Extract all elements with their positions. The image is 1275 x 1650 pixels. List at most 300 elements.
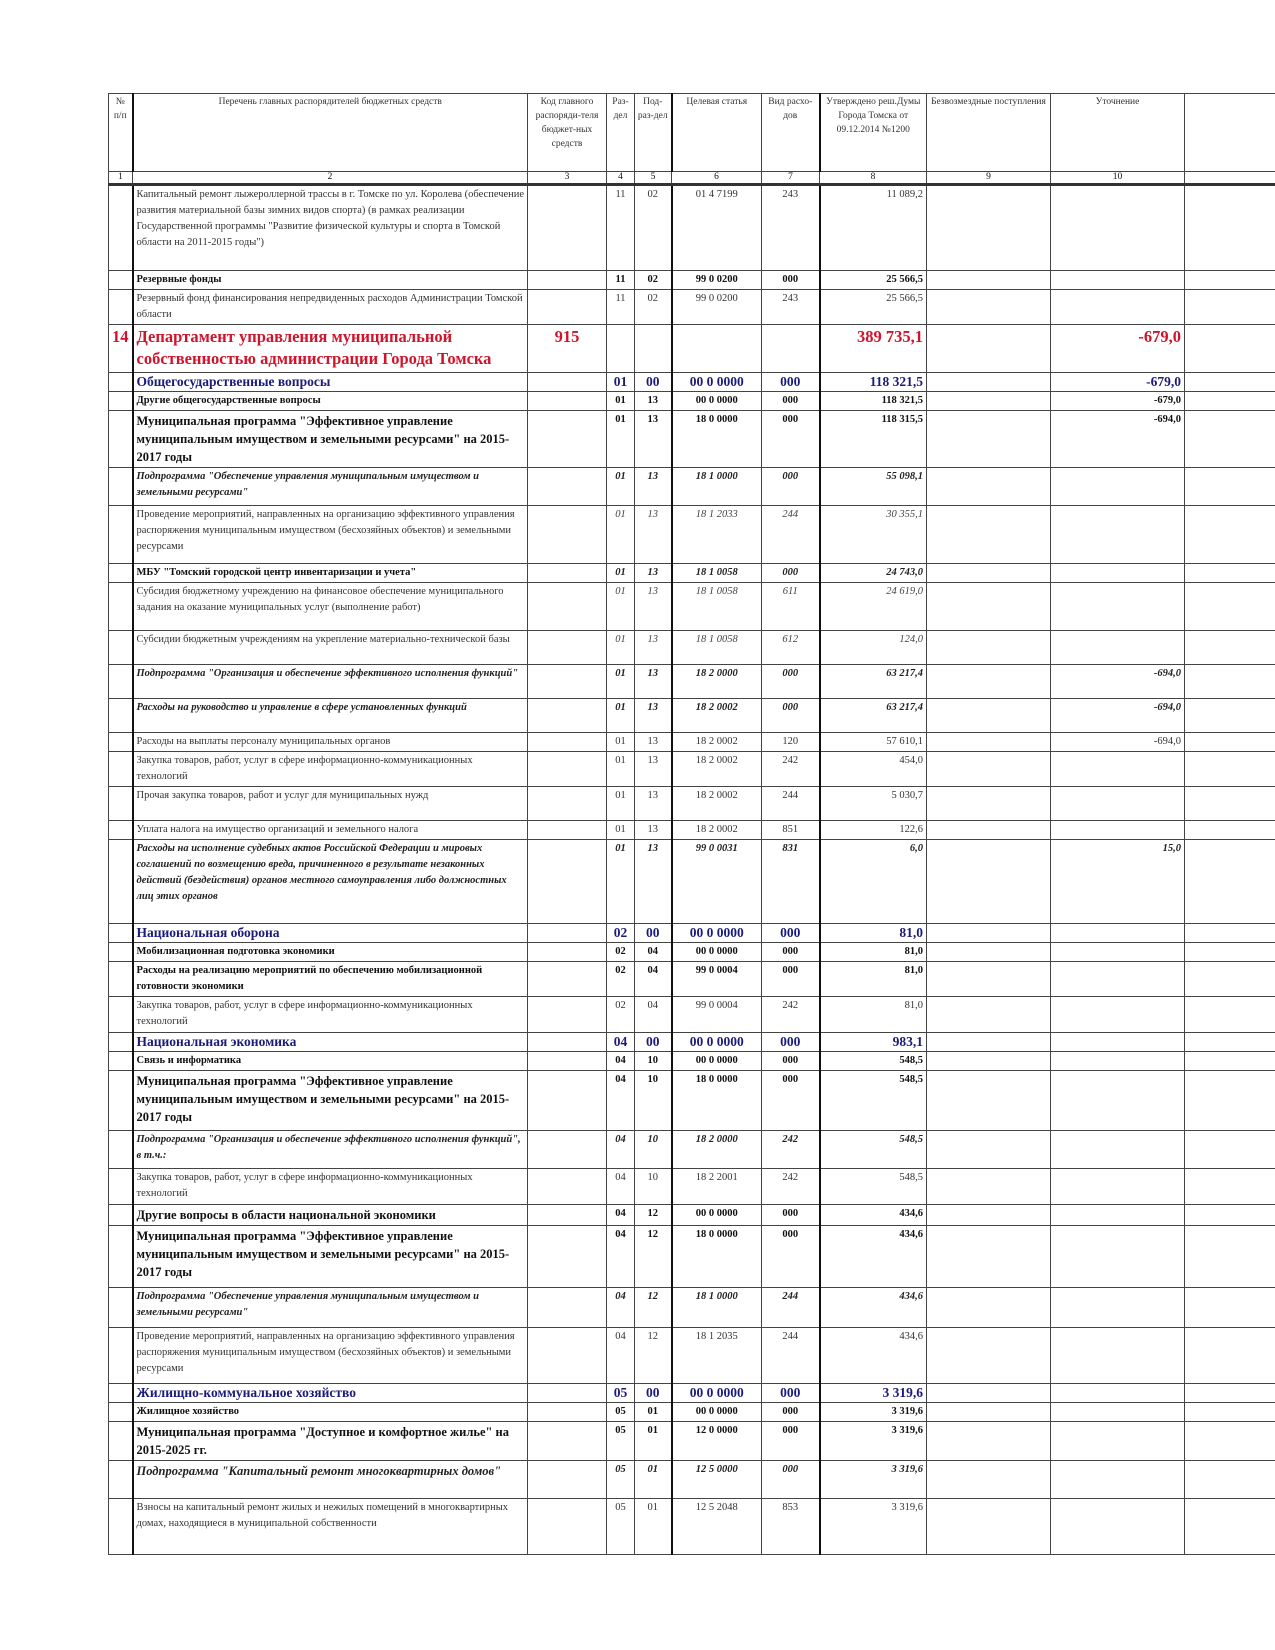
row-approved: 434,6	[820, 1328, 927, 1384]
row-change	[1051, 821, 1185, 840]
row-extra	[1185, 1131, 1275, 1169]
row-number	[109, 290, 133, 325]
row-extra	[1185, 506, 1275, 564]
row-change	[1051, 468, 1185, 506]
row-podrazdel: 02	[635, 271, 672, 290]
row-code	[528, 1499, 607, 1555]
row-code	[528, 631, 607, 665]
row-extra	[1185, 1422, 1275, 1461]
row-podrazdel: 00	[635, 924, 672, 943]
row-approved: 118 315,5	[820, 411, 927, 468]
row-gratis	[927, 411, 1051, 468]
row-razdel: 04	[607, 1328, 635, 1384]
row-podrazdel: 13	[635, 631, 672, 665]
row-expense-type: 120	[762, 733, 820, 752]
table-row	[109, 787, 1275, 821]
row-number	[109, 840, 133, 924]
row-approved: 548,5	[820, 1131, 927, 1169]
row-gratis	[927, 1403, 1051, 1422]
row-gratis	[927, 506, 1051, 564]
row-razdel: 01	[607, 564, 635, 583]
row-razdel: 05	[607, 1422, 635, 1461]
row-expense-type: 000	[762, 1205, 820, 1226]
row-code	[528, 1422, 607, 1461]
row-expense-type: 000	[762, 962, 820, 997]
row-name: Муниципальная программа "Эффективное управление муниципальным имуществом и земельными ресурсами" на 2015-2017 годы	[133, 1226, 528, 1288]
row-name: Общегосударственные вопросы	[133, 373, 528, 392]
row-podrazdel: 13	[635, 411, 672, 468]
row-number: 14	[109, 325, 133, 373]
row-razdel: 01	[607, 506, 635, 564]
row-code	[528, 1033, 607, 1052]
row-gratis	[927, 962, 1051, 997]
row-code	[528, 665, 607, 699]
row-name: Другие общегосударственные вопросы	[133, 392, 528, 411]
row-extra	[1185, 1071, 1275, 1131]
row-gratis	[927, 373, 1051, 392]
table-row	[109, 506, 1275, 564]
row-code	[528, 962, 607, 997]
row-approved: 434,6	[820, 1226, 927, 1288]
row-extra	[1185, 468, 1275, 506]
row-target-item: 18 1 0000	[672, 1288, 762, 1328]
row-number	[109, 997, 133, 1033]
row-extra	[1185, 997, 1275, 1033]
table-row	[109, 564, 1275, 583]
row-razdel: 05	[607, 1499, 635, 1555]
row-gratis	[927, 1169, 1051, 1205]
table-row	[109, 752, 1275, 787]
row-gratis	[927, 1328, 1051, 1384]
row-code	[528, 506, 607, 564]
row-gratis	[927, 1384, 1051, 1403]
row-razdel: 01	[607, 733, 635, 752]
row-approved: 118 321,5	[820, 373, 927, 392]
row-gratis	[927, 1288, 1051, 1328]
row-expense-type: 611	[762, 583, 820, 631]
row-name: Капитальный ремонт лыжероллерной трассы в г. Томске по ул. Королева (обеспечение развития материальной базы зимних видов спорта) (в рамках реализации Государственной программы "Развитие физической культуры и спорта в Томской области на 2011-2015 годы")	[133, 185, 528, 271]
row-target-item: 00 0 0000	[672, 1033, 762, 1052]
row-expense-type: 000	[762, 271, 820, 290]
column-number	[1185, 172, 1275, 185]
row-approved: 63 217,4	[820, 665, 927, 699]
table-row	[109, 583, 1275, 631]
row-code	[528, 997, 607, 1033]
table-row	[109, 411, 1275, 468]
table-row	[109, 185, 1275, 271]
row-razdel: 01	[607, 752, 635, 787]
row-change: -694,0	[1051, 411, 1185, 468]
row-target-item: 00 0 0000	[672, 943, 762, 962]
row-target-item: 01 4 7199	[672, 185, 762, 271]
row-name: Закупка товаров, работ, услуг в сфере информационно-коммуникационных технологий	[133, 1169, 528, 1205]
row-change	[1051, 1131, 1185, 1169]
row-target-item: 99 0 0031	[672, 840, 762, 924]
row-target-item: 18 2 0000	[672, 1131, 762, 1169]
row-code	[528, 1226, 607, 1288]
row-number	[109, 411, 133, 468]
row-razdel: 11	[607, 271, 635, 290]
column-number: 2	[133, 172, 528, 185]
row-target-item: 00 0 0000	[672, 1403, 762, 1422]
row-razdel: 01	[607, 373, 635, 392]
row-target-item: 99 0 0200	[672, 271, 762, 290]
row-number	[109, 1052, 133, 1071]
row-number	[109, 1288, 133, 1328]
row-podrazdel: 00	[635, 1033, 672, 1052]
row-podrazdel: 13	[635, 821, 672, 840]
row-code	[528, 564, 607, 583]
row-podrazdel: 13	[635, 699, 672, 733]
table-row	[109, 840, 1275, 924]
table-row	[109, 943, 1275, 962]
row-name: Мобилизационная подготовка экономики	[133, 943, 528, 962]
row-target-item: 18 2 0002	[672, 699, 762, 733]
row-target-item: 12 0 0000	[672, 1422, 762, 1461]
row-change	[1051, 1288, 1185, 1328]
row-podrazdel: 12	[635, 1205, 672, 1226]
header-razdel: Раз-дел	[607, 94, 635, 172]
row-number	[109, 1328, 133, 1384]
row-extra	[1185, 1169, 1275, 1205]
row-extra	[1185, 787, 1275, 821]
row-extra	[1185, 665, 1275, 699]
row-podrazdel: 00	[635, 373, 672, 392]
row-approved: 55 098,1	[820, 468, 927, 506]
row-expense-type: 000	[762, 1384, 820, 1403]
row-expense-type: 000	[762, 373, 820, 392]
row-approved: 24 619,0	[820, 583, 927, 631]
row-expense-type: 000	[762, 924, 820, 943]
row-name: Подпрограмма "Организация и обеспечение эффективного исполнения функций", в т.ч.:	[133, 1131, 528, 1169]
row-code	[528, 1052, 607, 1071]
row-number	[109, 733, 133, 752]
table-row	[109, 1226, 1275, 1288]
row-target-item: 00 0 0000	[672, 1205, 762, 1226]
row-change	[1051, 1403, 1185, 1422]
row-podrazdel: 01	[635, 1461, 672, 1499]
row-podrazdel: 10	[635, 1131, 672, 1169]
row-gratis	[927, 1499, 1051, 1555]
row-target-item: 00 0 0000	[672, 373, 762, 392]
row-razdel: 02	[607, 997, 635, 1033]
row-change	[1051, 1205, 1185, 1226]
row-number	[109, 1071, 133, 1131]
row-gratis	[927, 1131, 1051, 1169]
row-code	[528, 1205, 607, 1226]
row-razdel: 02	[607, 943, 635, 962]
row-podrazdel: 02	[635, 290, 672, 325]
row-podrazdel: 13	[635, 583, 672, 631]
row-gratis	[927, 564, 1051, 583]
row-podrazdel: 13	[635, 840, 672, 924]
row-razdel: 04	[607, 1226, 635, 1288]
row-extra	[1185, 564, 1275, 583]
row-number	[109, 373, 133, 392]
row-target-item: 18 2 2001	[672, 1169, 762, 1205]
row-expense-type: 000	[762, 1071, 820, 1131]
row-number	[109, 1205, 133, 1226]
row-target-item: 18 2 0002	[672, 821, 762, 840]
row-gratis	[927, 1052, 1051, 1071]
row-extra	[1185, 392, 1275, 411]
row-razdel: 01	[607, 411, 635, 468]
table-row	[109, 1422, 1275, 1461]
row-code	[528, 392, 607, 411]
row-gratis	[927, 924, 1051, 943]
row-gratis	[927, 840, 1051, 924]
row-expense-type: 244	[762, 1328, 820, 1384]
row-name: Муниципальная программа "Эффективное управление муниципальным имуществом и земельными ресурсами" на 2015-2017 годы	[133, 1071, 528, 1131]
table-row	[109, 1499, 1275, 1555]
row-extra	[1185, 185, 1275, 271]
row-code	[528, 924, 607, 943]
row-extra	[1185, 962, 1275, 997]
row-target-item: 00 0 0000	[672, 1384, 762, 1403]
row-podrazdel: 10	[635, 1071, 672, 1131]
row-code: 915	[528, 325, 607, 373]
row-expense-type: 000	[762, 564, 820, 583]
table-row	[109, 1033, 1275, 1052]
row-expense-type: 242	[762, 1131, 820, 1169]
row-change	[1051, 752, 1185, 787]
row-razdel: 01	[607, 787, 635, 821]
row-razdel: 01	[607, 392, 635, 411]
row-expense-type: 244	[762, 506, 820, 564]
row-gratis	[927, 821, 1051, 840]
row-change	[1051, 631, 1185, 665]
row-change	[1051, 1071, 1185, 1131]
row-name: Субсидия бюджетному учреждению на финансовое обеспечение муниципального задания на оказание муниципальных услуг (выполнение работ)	[133, 583, 528, 631]
row-podrazdel: 02	[635, 185, 672, 271]
row-name: Подпрограмма "Обеспечение управления муниципальным имуществом и земельными ресурсами"	[133, 1288, 528, 1328]
row-number	[109, 1499, 133, 1555]
table-row	[109, 1071, 1275, 1131]
row-code	[528, 787, 607, 821]
row-expense-type: 242	[762, 997, 820, 1033]
row-razdel: 05	[607, 1403, 635, 1422]
row-name: Закупка товаров, работ, услуг в сфере информационно-коммуникационных технологий	[133, 752, 528, 787]
row-gratis	[927, 997, 1051, 1033]
row-expense-type: 242	[762, 752, 820, 787]
table-row	[109, 1461, 1275, 1499]
row-expense-type: 000	[762, 1422, 820, 1461]
row-expense-type: 000	[762, 1226, 820, 1288]
table-row	[109, 373, 1275, 392]
row-name: Подпрограмма "Обеспечение управления муниципальным имуществом и земельными ресурсами"	[133, 468, 528, 506]
row-target-item: 00 0 0000	[672, 924, 762, 943]
row-name: Взносы на капитальный ремонт жилых и нежилых помещений в многоквартирных домах, находящиеся в муниципальной собственности	[133, 1499, 528, 1555]
row-expense-type: 000	[762, 699, 820, 733]
row-extra	[1185, 1288, 1275, 1328]
row-name: Другие вопросы в области национальной экономики	[133, 1205, 528, 1226]
row-podrazdel	[635, 325, 672, 373]
row-number	[109, 1384, 133, 1403]
header-expense-type: Вид расхо-дов	[762, 94, 820, 172]
row-gratis	[927, 325, 1051, 373]
row-approved: 118 321,5	[820, 392, 927, 411]
row-gratis	[927, 1461, 1051, 1499]
row-extra	[1185, 1226, 1275, 1288]
row-number	[109, 943, 133, 962]
row-target-item: 99 0 0004	[672, 962, 762, 997]
row-number	[109, 924, 133, 943]
row-code	[528, 1403, 607, 1422]
row-razdel: 05	[607, 1461, 635, 1499]
row-code	[528, 1169, 607, 1205]
row-extra	[1185, 1461, 1275, 1499]
row-podrazdel: 12	[635, 1226, 672, 1288]
table-row	[109, 924, 1275, 943]
row-extra	[1185, 840, 1275, 924]
row-extra	[1185, 1403, 1275, 1422]
row-gratis	[927, 699, 1051, 733]
row-change	[1051, 1461, 1185, 1499]
row-name: Жилищное хозяйство	[133, 1403, 528, 1422]
row-number	[109, 631, 133, 665]
row-change	[1051, 1422, 1185, 1461]
table-row	[109, 468, 1275, 506]
row-name: Закупка товаров, работ, услуг в сфере информационно-коммуникационных технологий	[133, 997, 528, 1033]
row-razdel: 01	[607, 583, 635, 631]
row-approved: 454,0	[820, 752, 927, 787]
column-number: 9	[927, 172, 1051, 185]
row-razdel: 01	[607, 821, 635, 840]
row-code	[528, 468, 607, 506]
row-gratis	[927, 1205, 1051, 1226]
row-gratis	[927, 1071, 1051, 1131]
column-number: 1	[109, 172, 133, 185]
row-gratis	[927, 583, 1051, 631]
row-extra	[1185, 1033, 1275, 1052]
row-target-item: 18 1 2035	[672, 1328, 762, 1384]
row-extra	[1185, 1205, 1275, 1226]
row-extra	[1185, 821, 1275, 840]
table-row	[109, 733, 1275, 752]
row-razdel: 02	[607, 924, 635, 943]
row-change: -694,0	[1051, 733, 1185, 752]
row-name: Жилищно-коммунальное хозяйство	[133, 1384, 528, 1403]
table-body	[109, 185, 1275, 1555]
row-code	[528, 943, 607, 962]
row-name: Департамент управления муниципальной собственностью администрации Города Томска	[133, 325, 528, 373]
row-approved: 434,6	[820, 1205, 927, 1226]
row-change	[1051, 583, 1185, 631]
row-target-item: 18 2 0002	[672, 787, 762, 821]
row-code	[528, 840, 607, 924]
row-podrazdel: 13	[635, 564, 672, 583]
row-number	[109, 752, 133, 787]
row-approved: 389 735,1	[820, 325, 927, 373]
table-row	[109, 1328, 1275, 1384]
row-approved: 11 089,2	[820, 185, 927, 271]
row-approved: 3 319,6	[820, 1499, 927, 1555]
row-podrazdel: 13	[635, 468, 672, 506]
row-number	[109, 564, 133, 583]
table-row	[109, 325, 1275, 373]
row-razdel: 02	[607, 962, 635, 997]
row-name: Расходы на реализацию мероприятий по обеспечению мобилизационной готовности экономики	[133, 962, 528, 997]
row-approved: 25 566,5	[820, 271, 927, 290]
row-podrazdel: 13	[635, 752, 672, 787]
row-target-item: 00 0 0000	[672, 392, 762, 411]
row-number	[109, 787, 133, 821]
row-code	[528, 1328, 607, 1384]
row-expense-type: 244	[762, 1288, 820, 1328]
table-row	[109, 997, 1275, 1033]
row-name: Национальная оборона	[133, 924, 528, 943]
row-razdel: 04	[607, 1288, 635, 1328]
row-extra	[1185, 325, 1275, 373]
row-expense-type: 853	[762, 1499, 820, 1555]
table-row	[109, 1403, 1275, 1422]
row-podrazdel: 04	[635, 962, 672, 997]
row-change	[1051, 997, 1185, 1033]
row-expense-type: 244	[762, 787, 820, 821]
row-expense-type: 000	[762, 1461, 820, 1499]
row-code	[528, 411, 607, 468]
row-expense-type: 000	[762, 1033, 820, 1052]
row-approved: 25 566,5	[820, 290, 927, 325]
row-gratis	[927, 733, 1051, 752]
row-change: -694,0	[1051, 699, 1185, 733]
row-name: Проведение мероприятий, направленных на организацию эффективного управления распоряжения муниципальным имуществом (бесхозяйных объектов) и земельными ресурсами	[133, 506, 528, 564]
row-razdel: 04	[607, 1131, 635, 1169]
header-code: Код главного распоряди-теля бюджет-ных средств	[528, 94, 607, 172]
column-number: 5	[635, 172, 672, 185]
row-number	[109, 1131, 133, 1169]
row-extra	[1185, 1052, 1275, 1071]
row-gratis	[927, 468, 1051, 506]
table-row	[109, 665, 1275, 699]
row-approved: 548,5	[820, 1169, 927, 1205]
row-podrazdel: 13	[635, 733, 672, 752]
row-number	[109, 665, 133, 699]
row-name: Прочая закупка товаров, работ и услуг для муниципальных нужд	[133, 787, 528, 821]
row-gratis	[927, 787, 1051, 821]
row-expense-type: 242	[762, 1169, 820, 1205]
row-name: Резервный фонд финансирования непредвиденных расходов Администрации Томской области	[133, 290, 528, 325]
row-number	[109, 1422, 133, 1461]
table-row	[109, 1205, 1275, 1226]
row-number	[109, 699, 133, 733]
column-number: 8	[820, 172, 927, 185]
row-expense-type: 851	[762, 821, 820, 840]
column-number: 6	[672, 172, 762, 185]
row-extra	[1185, 1328, 1275, 1384]
row-number	[109, 468, 133, 506]
row-approved: 30 355,1	[820, 506, 927, 564]
row-change	[1051, 943, 1185, 962]
row-razdel: 11	[607, 185, 635, 271]
row-code	[528, 1071, 607, 1131]
row-code	[528, 733, 607, 752]
row-change: -694,0	[1051, 665, 1185, 699]
row-razdel: 01	[607, 699, 635, 733]
row-extra	[1185, 373, 1275, 392]
row-expense-type: 000	[762, 1403, 820, 1422]
row-name: Расходы на выплаты персоналу муниципальных органов	[133, 733, 528, 752]
row-change	[1051, 290, 1185, 325]
row-target-item: 99 0 0004	[672, 997, 762, 1033]
row-name: Расходы на исполнение судебных актов Российской Федерации и мировых соглашений по возмещению вреда, причиненного в результате незаконных действий (бездействия) органов местного самоуправления либо должностных лиц этих органов	[133, 840, 528, 924]
row-podrazdel: 04	[635, 943, 672, 962]
row-expense-type: 831	[762, 840, 820, 924]
header-approved: Утверждено реш.Думы Города Томска от 09.12.2014 №1200	[820, 94, 927, 172]
row-razdel: 01	[607, 840, 635, 924]
row-expense-type	[762, 325, 820, 373]
budget-table	[108, 93, 1275, 1555]
